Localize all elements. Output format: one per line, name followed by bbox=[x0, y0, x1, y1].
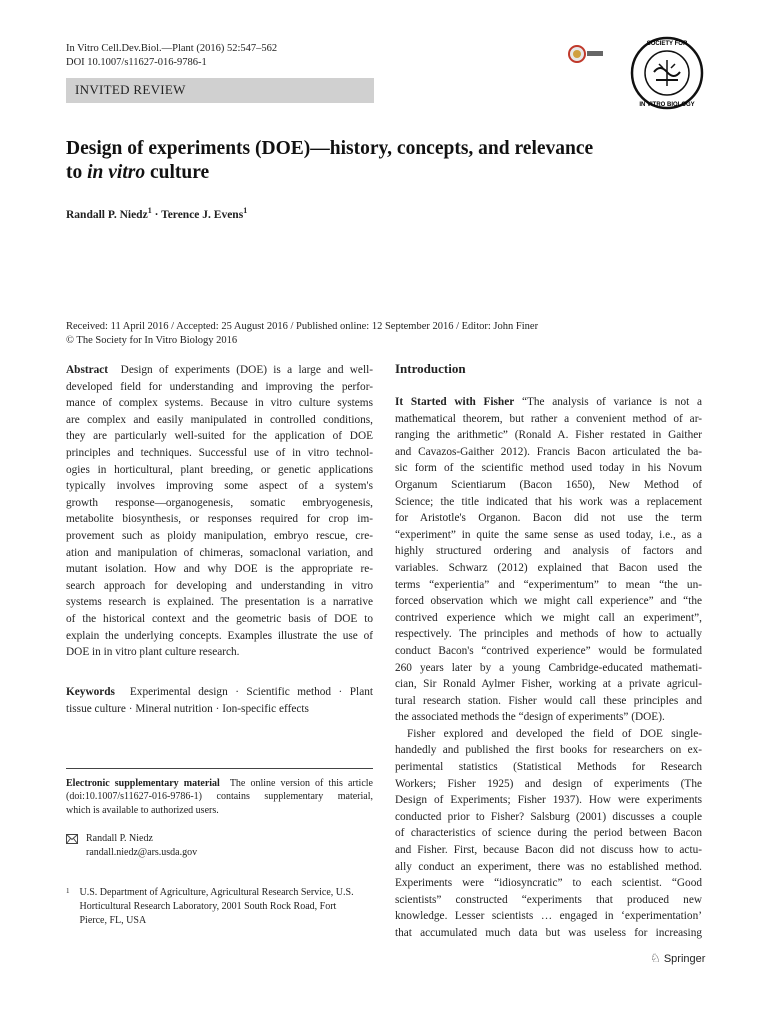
journal-citation: In Vitro Cell.Dev.Biol.—Plant (2016) 52:547–562 bbox=[66, 43, 278, 54]
springer-horse-icon: ♘ bbox=[650, 951, 661, 965]
title-suffix: culture bbox=[145, 162, 210, 183]
supplementary-note bbox=[66, 777, 373, 817]
affiliation-line-1: U.S. Department of Agriculture, Agricultural Research Service, U.S. bbox=[79, 887, 354, 898]
esm-heading: Electronic supplementary material bbox=[66, 778, 220, 789]
abstract-line: typically involves improving some aspect of a system's bbox=[66, 480, 373, 493]
intro-line: scientists” constructed “experiments that produced new bbox=[395, 893, 702, 906]
corresponding-author bbox=[66, 832, 197, 860]
intro-line: highly structured ordering and analysis of factors and bbox=[395, 545, 702, 558]
intro-line: of characteristics of science during the period between Bacon bbox=[395, 827, 702, 840]
article-type-banner bbox=[66, 78, 374, 103]
abstract-line: explain the underlying concepts. Examples illustrate the use of bbox=[66, 629, 373, 642]
intro-line: terms “experientia” and “experimentum” to mean “the un- bbox=[395, 578, 702, 591]
publisher-name: Springer bbox=[663, 953, 706, 965]
intro-line: knowledge. Lesser scientists … engaged in ‘experimentation’ bbox=[395, 910, 702, 923]
abstract-line: ation and manipulation of chimeras, somaclonal variation, and bbox=[66, 546, 373, 559]
intro-line: and Cavazos-Gaither 2012). Francis Bacon articulated the ba- bbox=[395, 445, 702, 458]
crossmark-icon bbox=[568, 44, 604, 64]
contact-email[interactable]: randall.niedz@ars.usda.gov bbox=[86, 847, 198, 858]
intro-line: 260 years later by a young Cambridge-educated mathemati- bbox=[395, 661, 702, 674]
intro-line: that accumulated much data but was useless for increasing bbox=[395, 927, 702, 939]
intro-line: mathematical theorem, but rather a convenient method of ar- bbox=[395, 412, 702, 425]
introduction-heading: Introduction bbox=[395, 361, 466, 376]
keywords-heading: Keywords bbox=[66, 686, 115, 698]
keywords-line-1 bbox=[66, 684, 373, 701]
intro-line: Organum Scientiarum (Bacon 1650), New Method of bbox=[395, 478, 702, 491]
affiliation-line-3: Pierce, FL, USA bbox=[79, 915, 147, 926]
copyright-line: © The Society for In Vitro Biology 2016 bbox=[66, 335, 238, 346]
author-separator: · bbox=[151, 208, 162, 221]
author-1[interactable]: Randall P. Niedz bbox=[66, 208, 148, 221]
intro-line: “experiment” in quite the same sense as used today, i.e., as a bbox=[395, 528, 702, 541]
footnote-divider bbox=[66, 768, 373, 769]
intro-line: Experiments were “idiosyncratic” to each scientist. “Good bbox=[395, 877, 702, 890]
title-prefix: to bbox=[66, 162, 88, 183]
intro-line: Design of Experiments; Fisher 1937). How were experiments bbox=[395, 794, 702, 807]
intro-line: respectively. The principles and methods of how to actually bbox=[395, 628, 702, 641]
abstract-line: systems research is explained. The presentation is a narrative bbox=[66, 596, 373, 609]
intro-line: and Fisher. First, because Bacon did not discuss how to actu- bbox=[395, 844, 702, 857]
keywords-line-2: tissue culture · Mineral nutrition · Ion-specific effects bbox=[66, 702, 309, 715]
society-seal-icon bbox=[630, 36, 704, 110]
abstract-line: mance of complex systems. Because in vitro culture systems bbox=[66, 397, 373, 410]
abstract-line: they are particularly well-suited for the application of DOE bbox=[66, 430, 373, 443]
esm-line-3: which is available to authorized users. bbox=[66, 804, 219, 816]
intro-line: Fisher explored and developed the field of DOE single- bbox=[407, 727, 702, 740]
author-2-affiliation: 1 bbox=[243, 206, 248, 215]
author-1-affiliation: 1 bbox=[147, 206, 152, 215]
intro-line: ranging the arithmetic” (Ronald A. Fisher restated in Gaither bbox=[395, 429, 702, 442]
intro-line: for Aristotle's Organon. Bacon did not use the term bbox=[395, 512, 702, 525]
subsection-heading: It Started with Fisher bbox=[395, 396, 515, 408]
society-seal-logo bbox=[630, 36, 704, 110]
esm-line-2[interactable]: (doi:10.1007/s11627-016-9786-1) contains supplementary material, bbox=[66, 791, 373, 803]
intro-line: cian, Sir Ronald Aylmer Fisher, working at a private agricul- bbox=[395, 678, 702, 691]
author-2[interactable]: Terence J. Evens bbox=[161, 208, 244, 221]
intro-line: perimental statistics (Statistical Methods for Research bbox=[395, 761, 702, 774]
intro-line: forced observation which we might call experience” and “the bbox=[395, 595, 702, 608]
title-line-1: Design of experiments (DOE)—history, concepts, and relevance bbox=[66, 138, 594, 159]
doi-line: DOI 10.1007/s11627-016-9786-1 bbox=[66, 57, 207, 68]
keywords-text-1: Experimental design · Scientific method · Plant bbox=[129, 686, 373, 698]
article-type-label: INVITED REVIEW bbox=[75, 82, 186, 97]
intro-line: the associated methods the “design of experiments” (DOE). bbox=[395, 711, 665, 724]
intro-line: sic form of the scientific method used today in his Novum bbox=[395, 462, 702, 475]
intro-line: tural research station. Fisher would call these principles and bbox=[395, 694, 702, 707]
publication-dates bbox=[66, 320, 538, 348]
title-line-2 bbox=[66, 161, 686, 185]
intro-line: ally conduct an experiment, there was no established method. bbox=[395, 860, 702, 873]
abstract-line: mutant isolation. How and why DOE is the appropriate re- bbox=[66, 563, 373, 576]
dates-line: Received: 11 April 2016 / Accepted: 25 August 2016 / Published online: 12 September 2016 / Editor: John Finer bbox=[66, 321, 539, 332]
article-title bbox=[66, 137, 686, 185]
envelope-icon bbox=[66, 834, 78, 844]
publisher-logo bbox=[650, 951, 705, 965]
contact-name: Randall P. Niedz bbox=[86, 833, 153, 844]
esm-text-1: The online version of this article bbox=[229, 778, 373, 789]
intro-line: It Started with Fisher “The analysis of variance is not a bbox=[395, 396, 702, 408]
abstract-line: metabolite biosynthesis, or responses required for crop im- bbox=[66, 513, 373, 526]
abstract-line: growth response—organogenesis, somatic embryogenesis, bbox=[66, 496, 373, 509]
abstract bbox=[66, 362, 373, 661]
abstract-line: of the historical context and the geometric basis of DOE to bbox=[66, 612, 373, 625]
abstract-line: principles and techniques. Successful use of in vitro technol- bbox=[66, 446, 373, 459]
intro-line: handedly and published the first books for researchers on ex- bbox=[395, 744, 702, 757]
intro-line: conduct Bacon's “contrived experience” would be formulated bbox=[395, 644, 702, 657]
affiliation-line-2: Horticultural Research Laboratory, 2001 South Rock Road, Fort bbox=[79, 901, 337, 912]
title-italic: in vitro bbox=[87, 162, 146, 183]
intro-line: contrived experience which we might call an experiment”, bbox=[395, 611, 702, 624]
intro-line: conducted prior to Fisher? Salsburg (2001) discusses a couple bbox=[395, 810, 702, 823]
abstract-line: Abstract Design of experiments (DOE) is a large and well- bbox=[66, 364, 373, 376]
abstract-line: provement such as ploidy manipulation, embryo rescue, cre- bbox=[66, 529, 373, 542]
intro-line: Science; the title indicated that his work was a replacement bbox=[395, 495, 702, 508]
esm-line-1 bbox=[66, 777, 373, 790]
journal-header bbox=[66, 42, 277, 70]
abstract-line: ogies in horticultural, plant breeding, or genetic applications bbox=[66, 463, 373, 476]
introduction-body bbox=[395, 394, 702, 942]
affiliation bbox=[66, 886, 373, 928]
abstract-line: are complex and easily manipulated in controlled conditions, bbox=[66, 413, 373, 426]
abstract-heading: Abstract bbox=[66, 364, 109, 376]
svg-text:IN VITRO BIOLOGY: IN VITRO BIOLOGY bbox=[639, 102, 695, 108]
affiliation-marker: 1 bbox=[66, 887, 70, 895]
author-list bbox=[66, 206, 247, 221]
abstract-line: search approach for developing and understanding in vitro bbox=[66, 579, 373, 592]
svg-text:SOCIETY FOR: SOCIETY FOR bbox=[646, 41, 688, 47]
crossmark-logo[interactable] bbox=[568, 44, 604, 64]
abstract-line: DOE in in vitro plant culture research. bbox=[66, 646, 240, 659]
intro-line: variables. Schwarz (2012) explained that Bacon used the bbox=[395, 561, 702, 574]
abstract-line: developed field for understanding and improving the perfor- bbox=[66, 380, 373, 393]
keywords bbox=[66, 684, 373, 717]
intro-line: Workers; Fisher 1925) and design of experiments (The bbox=[395, 777, 702, 790]
